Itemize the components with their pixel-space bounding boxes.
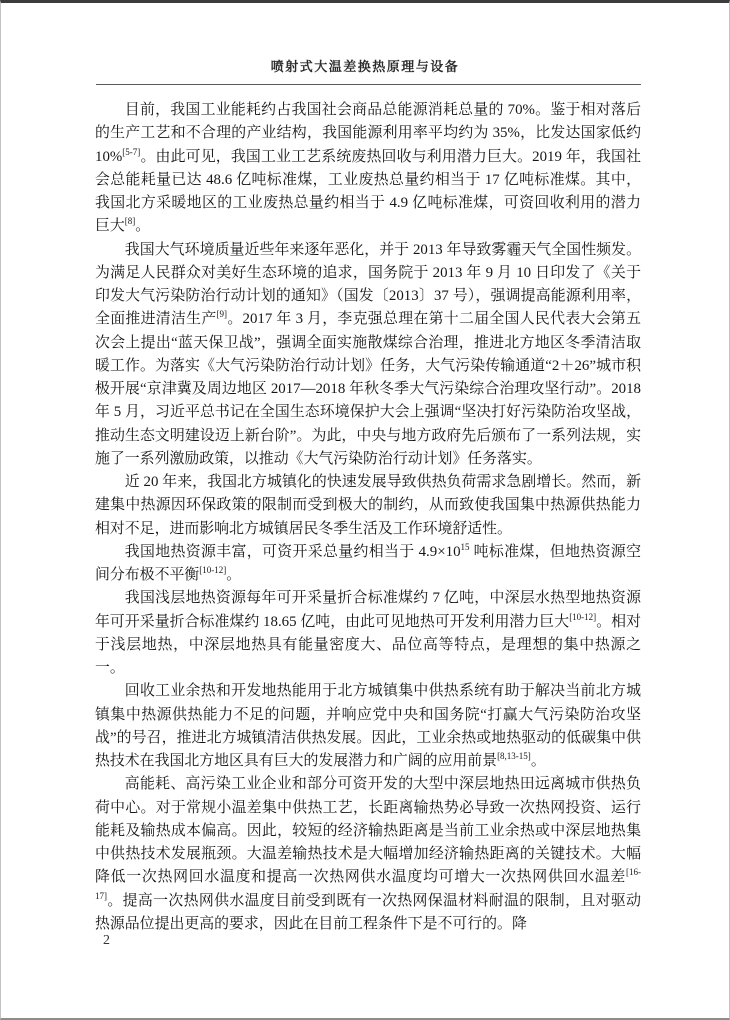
text-run: 。 (135, 218, 151, 235)
paragraph (95, 680, 641, 773)
text-run: 目前，我国工业能耗约占我国社会商品总能源消耗总量的 70%。鉴于相对落后的生产工艺和不合理的产业结构，我国能源利用率平均约为 35%，比发达国家低约 10% (95, 102, 641, 165)
text-run: 。 (226, 567, 242, 583)
running-head-title: 喷射式大温差换热原理与设备 (270, 59, 460, 74)
text-run: 我国大气环境质量近些年来逐年恶化，并于 2013 年导致雾霾天气全国性频发。为满足人民群众对美好生态环境的追求，国务院于 2013 年 9 月 10 日印发了《关于印发大气污染防治行动计划的通知》（国发〔2013〕37 号），强调提高能源利用率，全面推进清洁生产 (95, 241, 641, 328)
text-run: 。提高一次热网供水温度目前受到既有一次热网保温材料耐温的限制，且对驱动热源品位提出更高的要求，因此在目前工程条件下是不可行的。降 (95, 892, 641, 932)
text-run: 吨标准煤，但地热资源空间分布极不平衡 (95, 543, 641, 583)
citation-superscript: [8] (124, 216, 136, 227)
text-run: 我国地热资源丰富，可资开采总量约相当于 4.9×10 (124, 543, 461, 560)
citation-superscript: [16-17] (95, 867, 641, 901)
text-run: 。相对于浅层地热，中深层地热具有能量密度大、品位高等特点，是理想的集中热源之一。 (95, 613, 641, 676)
page-number: 2 (103, 933, 110, 948)
paragraph (95, 471, 641, 541)
citation-superscript: [8,13-15] (497, 751, 531, 762)
header-divider (96, 84, 641, 85)
text-run: 近 20 年来，我国北方城镇化的快速发展导致供热负荷需求急剧增长。然而，新建集中热源因环保政策的限制而受到极大的制约，从而致使我国集中热源供热能力相对不足，进而影响北方城镇居民冬季生活及工作环境舒适性。 (95, 474, 641, 537)
citation-superscript: [10-12] (199, 565, 227, 576)
citation-superscript: [5-7] (122, 146, 141, 157)
paragraph (95, 773, 641, 936)
text-run: 。2017 年 3 月，李克强总理在第十二届全国人民代表大会第五次会上提出“蓝天保卫战”，强调全面实施散煤综合治理，推进北方地区冬季清洁取暖工作。为落实《大气污染防治行动计划》任务，大气污染传输通道“2＋26”城市积极开展“京津冀及周边地区 2017—2018 年秋冬季大气污染综合治理攻坚行动”。2018 年 5 月，习近平总书记在全国生态环境保护大会上强调“坚决打好污染防治攻坚战，推动生态文明建设迈上新台阶”。为此，中央与地方政府先后颁布了一系列法规，实施了一系列激励政策，以推动《大气污染防治行动计划》任务落实。 (95, 311, 641, 467)
text-run: 。由此可见，我国工业工艺系统废热回收与利用潜力巨大。2019 年，我国社会总能耗量已达 48.6 亿吨标准煤，工业废热总量约相当于 17 亿吨标准煤。其中，我国北方采暖地区的工业废热总量约相当于 4.9 亿吨标准煤，可资回收利用的潜力巨大 (95, 148, 641, 235)
paragraph (95, 587, 641, 680)
citation-superscript: 15 (460, 541, 470, 552)
text-run: 回收工业余热和开发地热能用于北方城镇集中供热系统有助于解决当前北方城镇集中热源供热能力不足的问题，并响应党中央和国务院“打赢大气污染防治攻坚战”的号召，推进北方城镇清洁供热发展。因此，工业余热或地热驱动的低碳集中供热技术在我国北方地区具有巨大的发展潜力和广阔的应用前景 (95, 683, 641, 769)
paragraph (95, 541, 641, 588)
paragraph (95, 99, 641, 239)
text-run: 高能耗、高污染工业企业和部分可资开发的大型中深层地热田远离城市供热负荷中心。对于常规小温差集中供热工艺，长距离输热势必导致一次热网投资、运行能耗及输热成本偏高。因此，较短的经济输热距离是当前工业余热或中深层地热集中供热技术发展瓶颈。大温差输热技术是大幅增加经济输热距离的关键技术。大幅降低一次热网回水温度和提高一次热网供水温度均可增大一次热网供回水温差 (95, 776, 641, 886)
citation-superscript: [9] (216, 309, 228, 320)
text-run: 我国浅层地热资源每年可开采量折合标准煤约 7 亿吨，中深层水热型地热资源年可开采量折合标准煤约 18.65 亿吨，由此可见地热可开发利用潜力巨大 (95, 590, 641, 630)
citation-superscript: [10-12] (569, 611, 597, 622)
paragraph (95, 239, 641, 472)
body-text (95, 99, 641, 936)
text-run: 。 (530, 753, 546, 769)
